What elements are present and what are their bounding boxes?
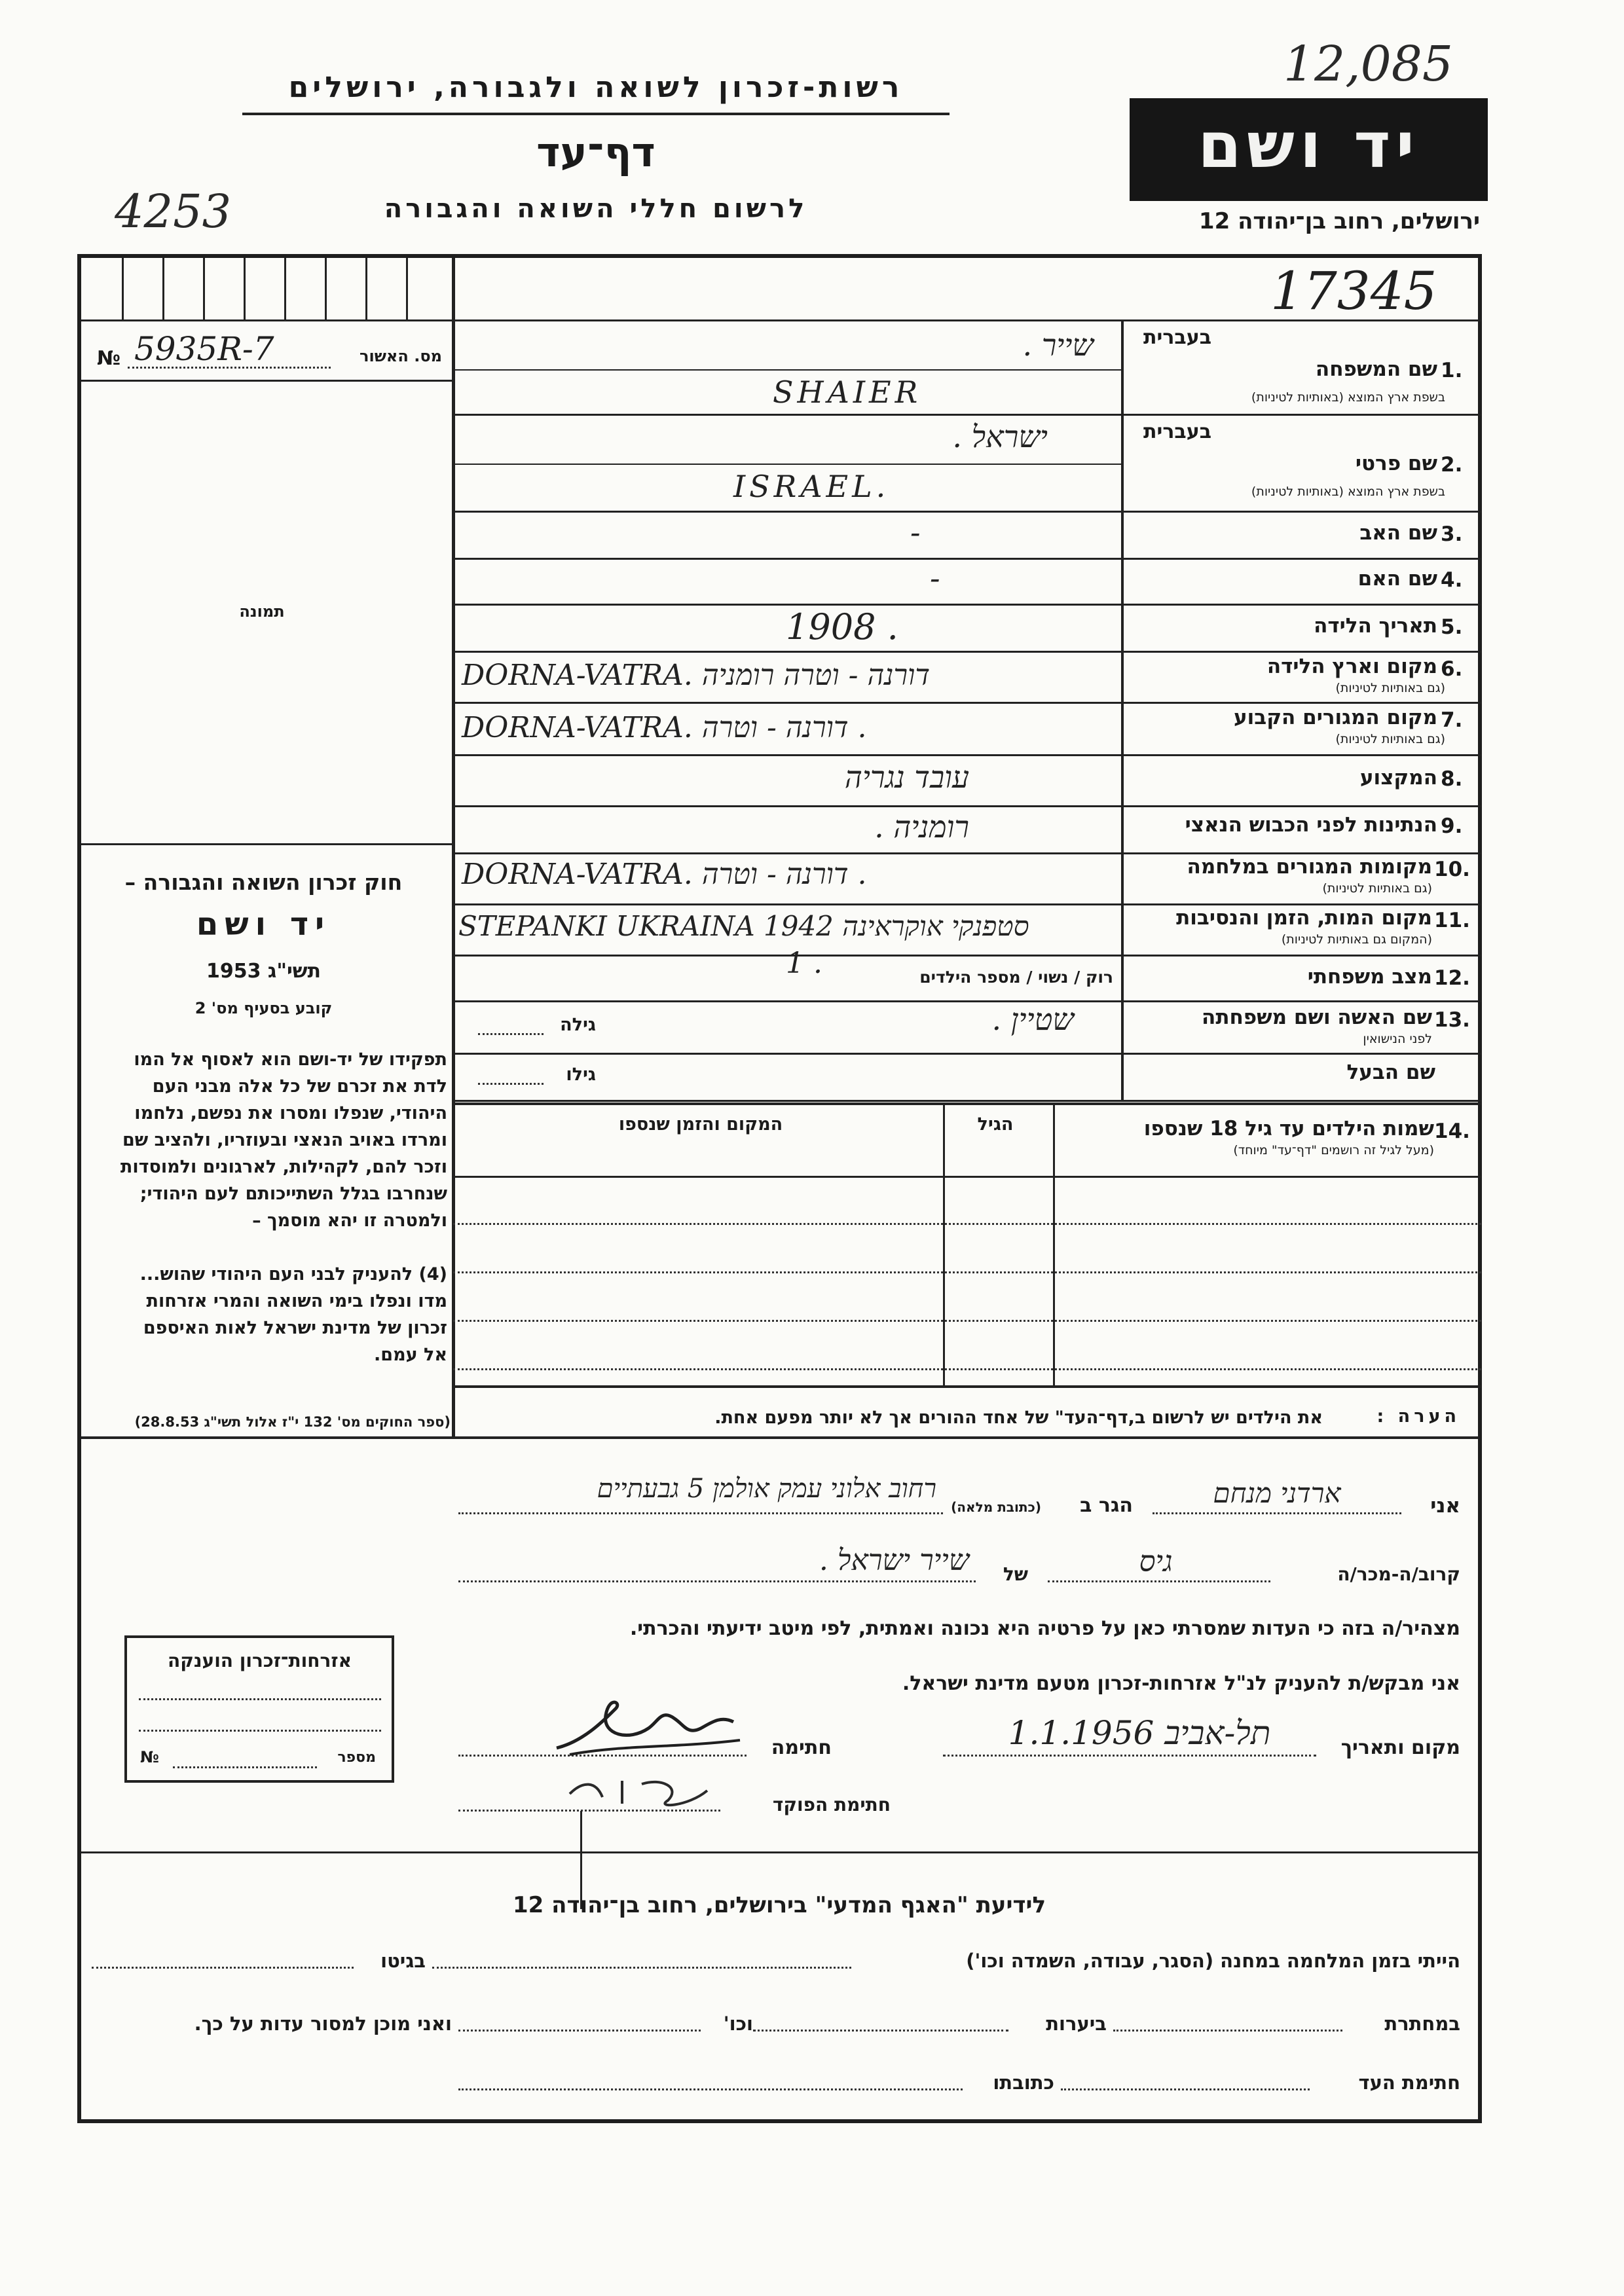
- law-text-line: ומרדו באויב הנאצי ובעוזריו, ולהציב שם: [122, 1130, 447, 1150]
- field-label-first-name: שם פרטי: [1355, 452, 1437, 475]
- label-column-divider: [1121, 321, 1124, 1100]
- answer-death-place: STEPANKI UKRAINA 1942 סטפנקי אוקראינה: [458, 910, 1029, 942]
- declaration-relation-label: קרוב/ה-מכר/ה: [1337, 1563, 1460, 1585]
- field-sub: (גם באותיות לטיניות): [1335, 732, 1445, 746]
- declaration-name: ארדני מנחם: [1213, 1477, 1341, 1509]
- declaration-relation: גיס: [1139, 1545, 1173, 1578]
- form-subtitle: לרשום חללי השואה והגבורה: [384, 194, 808, 224]
- note-top-line: [81, 1436, 1479, 1439]
- footer-ghetto-label: בגיטו: [380, 1950, 426, 1972]
- declaration-request: אני מבקש/ת להעניק לנ"ל אזרחות-זכרון מטעם מדינת ישראל.: [902, 1672, 1460, 1695]
- in-hebrew-label: בעברית: [1143, 420, 1211, 443]
- photo-label: תמונה: [239, 602, 285, 621]
- footer-camp-line: [432, 1967, 851, 1969]
- answer-family-name-latin: SHAIER: [773, 374, 922, 410]
- approval-label: מס. האשור: [360, 347, 442, 365]
- children-header-bottom: [453, 1176, 1481, 1178]
- answer-permanent-residence: DORNA-VATRA. דורנה - וטרה .: [462, 711, 867, 744]
- field-label-wartime-residence: מקומות המגורים במלחמה: [1187, 855, 1432, 879]
- approval-number: 5935R-7: [134, 330, 274, 368]
- logo-text: יד ושם: [1198, 109, 1420, 182]
- field-label-husband-name: שם הבעל: [1346, 1061, 1435, 1084]
- field-number: 13.: [1434, 1008, 1470, 1032]
- answer-profession: עובד נגריה: [844, 759, 969, 795]
- answer-birth-place: DORNA-VATRA. דורנה - וטרה רומניה: [462, 659, 931, 692]
- field-label-death-place: מקום המות, הזמן והנסיבות: [1176, 906, 1432, 930]
- field-label-marital-status: מצב משפחתי: [1307, 965, 1432, 989]
- footer-top-line: [81, 1851, 1479, 1853]
- wife-age-line: [478, 1033, 544, 1035]
- field-number: 6.: [1441, 657, 1463, 681]
- place-date-line: [943, 1755, 1316, 1757]
- note-text: את הילדים יש לרשום ב,דף־העד" של אחד ההורים אך לא יותר מפעם אחת.: [714, 1408, 1323, 1428]
- law-text-line: לדת את זכרם של כל אלה מבני העם: [152, 1076, 447, 1097]
- field-label-birth-place: מקום וארץ הלידה: [1266, 655, 1437, 678]
- declaration-address: רחוב אלוני עמק אולמן 5 גבעתיים: [597, 1474, 936, 1504]
- answer-wife-name: שטיין .: [991, 1002, 1074, 1037]
- authority-title: רשות-זכרון לשואה ולגבורה, ירושלים: [288, 71, 904, 104]
- children-col-place: המקום והזמן שנספו: [618, 1114, 783, 1135]
- field-number: 7.: [1441, 708, 1463, 732]
- answer-first-name-hebrew: ישראל .: [952, 419, 1048, 454]
- children-row-line: [453, 1368, 1481, 1370]
- handwritten-file-number: 4253: [115, 185, 232, 238]
- law-text: [84, 1046, 447, 1368]
- law-name: יד ושם: [196, 906, 331, 943]
- field-number: 2.: [1441, 453, 1463, 477]
- answer-family-name-hebrew: שייר .: [1022, 327, 1094, 363]
- children-sub: (מעל לגיל זה רושמים "דף־עד" מיוחד): [1233, 1143, 1434, 1157]
- field-label-citizenship: הנתינות לפני הכבוש הנאצי: [1185, 813, 1437, 837]
- field-label-birth-date: תאריך הלידה: [1314, 614, 1437, 638]
- children-number: 14.: [1434, 1120, 1470, 1143]
- citizenship-box-sign: №: [140, 1748, 159, 1766]
- field-number: 5.: [1441, 615, 1463, 639]
- marital-options: רוק / נשוי / מספר הילדים: [919, 968, 1113, 987]
- citizenship-box-line: [139, 1730, 381, 1732]
- footer-underground-label: במחתרת: [1384, 2013, 1460, 2035]
- law-clause: קובע בסעיף מס' 2: [194, 999, 333, 1017]
- field-sub: לפני הנישואין: [1363, 1032, 1432, 1046]
- answer-first-name-latin: ISRAEL.: [733, 469, 890, 504]
- children-row-line: [453, 1271, 1481, 1273]
- law-source: (ספר החוקים מס' 132 י"ז אלול תשי"ג 28.8.53): [134, 1414, 451, 1430]
- law-text-gap: [84, 1234, 447, 1261]
- declaration-address-line: [458, 1512, 943, 1514]
- law-text-line: שנחרבו בגלל השתייכותם לעם היהודי;: [139, 1184, 447, 1204]
- footer-ready-label: ואני מוכן למסור עדות על כך.: [194, 2013, 452, 2035]
- footer-forests-line: [753, 2030, 1008, 2032]
- footer-camp-label: הייתי בזמן המלחמה במחנה (הסגר, עבודה, השמדה וכו'): [966, 1950, 1460, 1972]
- law-title: חוק זכרון השואה והגבורה –: [124, 869, 403, 895]
- children-table-bottom: [453, 1385, 1481, 1388]
- declaration-of-name: שייר ישראל .: [819, 1544, 969, 1577]
- field-number: 9.: [1441, 814, 1463, 838]
- declaration-statement: מצהיר/ה בזה כי העדות שמסרתי כאן על פרטיה היא נכונה ואמתית, לפי מיטב ידיעתי והכרתי.: [629, 1617, 1460, 1640]
- form-title: דף־עד: [536, 128, 655, 176]
- place-date: תל-אביב 1.1.1956: [1008, 1714, 1271, 1752]
- answer-mother-name: -: [930, 560, 940, 596]
- law-text-line: תפקידו של יד-ושם הוא לאסוף אל המו: [134, 1049, 447, 1070]
- address: ירושלים, רחוב בן־יהודה 12: [1198, 208, 1480, 234]
- declaration-i-label: אני: [1430, 1494, 1460, 1518]
- officer-signature: [557, 1768, 727, 1813]
- law-text-line: זכרון של מדינת ישראל לאות האיספם: [143, 1318, 447, 1338]
- declaration-of-label: של: [1003, 1563, 1028, 1585]
- footer-address-label: כתובתו: [993, 2071, 1054, 2094]
- declaration-relation-line: [1048, 1580, 1270, 1582]
- declaration-resident-sub: (כתובת מלאה): [951, 1499, 1041, 1515]
- field-sub: בשפת ארץ המוצא (באותיות לטיניות): [1251, 390, 1445, 405]
- approval-dotted-line: [128, 367, 331, 369]
- children-label: שמות הילדים עד גיל 18 שנספו: [1143, 1117, 1434, 1140]
- handwritten-reference-number: 12,085: [1283, 36, 1453, 92]
- footer-witness-signature-label: חתימת העד: [1358, 2071, 1460, 2094]
- field-sub: (גם באותיות לטיניות): [1335, 681, 1445, 695]
- footer-etc-line: [458, 2030, 701, 2032]
- photo-bottom-line: [81, 843, 453, 845]
- wife-age-label: גילה: [560, 1015, 596, 1035]
- answer-wartime-residence: DORNA-VATRA. דורנה - וטרה .: [462, 858, 867, 891]
- field-number: 10.: [1434, 858, 1470, 881]
- place-date-label: מקום ותאריך: [1340, 1736, 1460, 1759]
- answer-citizenship: רומניה .: [874, 809, 969, 845]
- footer-underground-line: [1113, 2030, 1342, 2032]
- law-text-line: אל עמם.: [374, 1345, 447, 1365]
- declaration-resident-label: הגר ב: [1080, 1494, 1133, 1517]
- husband-age-line: [478, 1083, 544, 1085]
- field-sub: (המקום גם באותיות לטיניות): [1281, 932, 1432, 947]
- children-table-top-line: [453, 1102, 1481, 1105]
- declaration-of-line: [458, 1580, 976, 1582]
- footer-address-line: [458, 2088, 963, 2090]
- footer-ghetto-line: [92, 1967, 354, 1969]
- authority-underline: [242, 113, 950, 115]
- children-row-line: [453, 1320, 1481, 1322]
- handwritten-box-number: 17345: [1270, 261, 1437, 321]
- field-label-wife-name: שם האשה ושם משפחתה: [1202, 1006, 1432, 1029]
- husband-age-label: גילו: [566, 1065, 596, 1085]
- field-number: 12.: [1434, 966, 1470, 990]
- field-sub: (גם באותיות לטיניות): [1322, 881, 1432, 896]
- field-number: 3.: [1441, 522, 1463, 546]
- witness-signature: [544, 1683, 760, 1774]
- signature-label: חתימה: [771, 1736, 832, 1759]
- citizenship-box-line: [139, 1698, 381, 1700]
- approval-bottom-line: [81, 380, 453, 382]
- footer-to: לידיעת "האגף המדעי" בירושלים, רחוב בן־יהודה 12: [512, 1892, 1046, 1918]
- field-label-profession: המקצוע: [1359, 766, 1437, 790]
- left-column-divider: [452, 258, 455, 1436]
- answer-birth-date: 1908 .: [786, 606, 898, 647]
- children-row-line: [453, 1223, 1481, 1225]
- law-text-line: מדו ונפלו בימי השואה והמרי אזרחות: [146, 1291, 447, 1311]
- children-col-age: הגיל: [977, 1114, 1014, 1135]
- footer-etc-label: וכו': [723, 2013, 753, 2035]
- officer-signature-label: חתימת הפוקד: [772, 1794, 891, 1815]
- law-text-line: וזכר להם, לקהילות, לארגונים ולמוסדות: [120, 1157, 447, 1177]
- field-number: 4.: [1441, 568, 1463, 592]
- law-text-line: היהודי, שנפלו ומסרו את נפשם, נלחמו: [134, 1103, 447, 1123]
- law-text-line: ולמטרה זו יהא מוסמך –: [252, 1211, 447, 1231]
- footer-witness-signature-line: [1061, 2088, 1310, 2090]
- citizenship-box: [124, 1635, 394, 1783]
- answer-marital-status: 1 .: [786, 947, 822, 980]
- field-label-family-name: שם המשפחה: [1315, 357, 1437, 381]
- citizenship-number-line: [173, 1766, 317, 1768]
- citizenship-box-title: אזרחות־זכרון הוענקה: [168, 1650, 352, 1671]
- field-number: 11.: [1434, 909, 1470, 932]
- top-box-strip: [81, 258, 453, 321]
- footer-forests-label: ביערות: [1046, 2013, 1107, 2035]
- field-label-permanent-residence: מקום המגורים הקבוע: [1234, 706, 1437, 729]
- field-number: 8.: [1441, 767, 1463, 791]
- field-number: 1.: [1441, 359, 1463, 382]
- law-year: תשי"ג 1953: [206, 960, 322, 983]
- law-text-line: (4) להעניק לבני העם היהודי שהוש...: [139, 1264, 447, 1285]
- approval-sign: №: [97, 347, 121, 370]
- answer-father-name: -: [910, 515, 921, 550]
- yad-vashem-logo: [1130, 98, 1488, 201]
- field-label-father-name: שם האב: [1359, 521, 1437, 545]
- in-hebrew-label: בעברית: [1143, 326, 1211, 349]
- note-title: הערה :: [1376, 1406, 1460, 1427]
- declaration-name-line: [1153, 1512, 1401, 1514]
- citizenship-box-number-label: מספר: [337, 1749, 376, 1766]
- field-sub: בשפת ארץ המוצא (באותיות לטיניות): [1251, 484, 1445, 499]
- field-label-mother-name: שם האם: [1357, 567, 1437, 591]
